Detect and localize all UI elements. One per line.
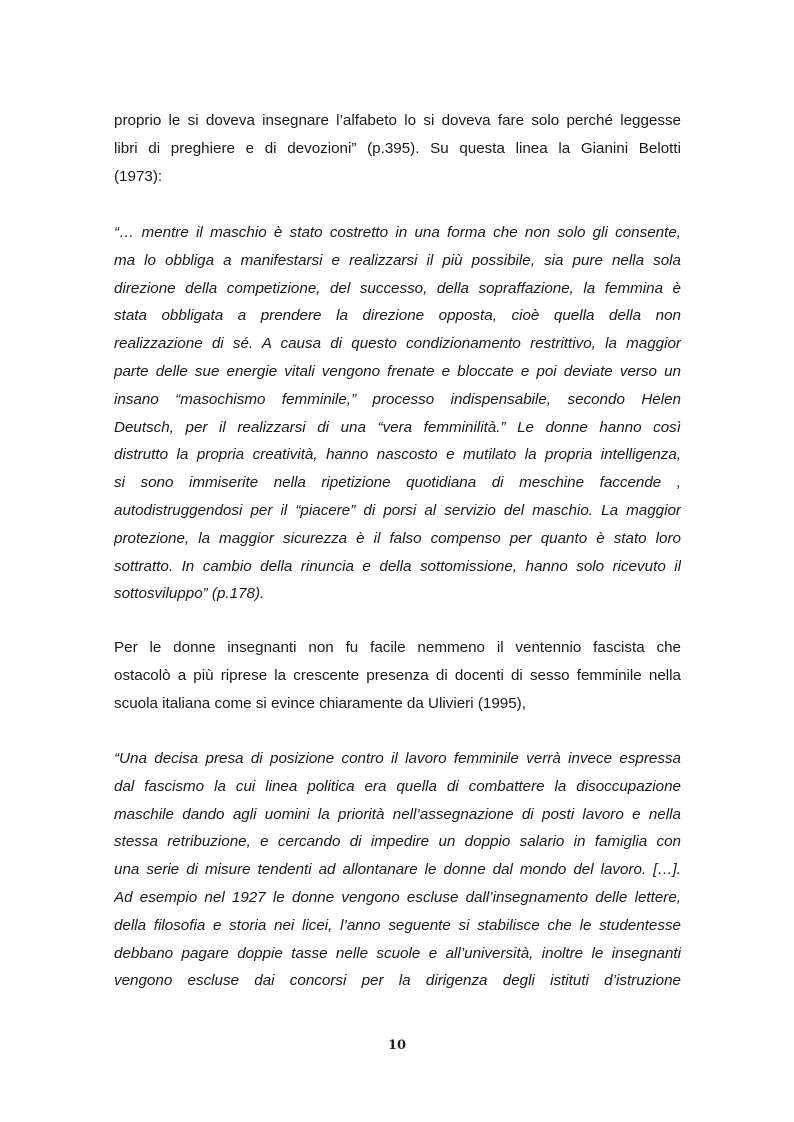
text-line: scuola italiana come si evince chiaramente da Ulivieri (1995), — [114, 694, 526, 712]
block-quote-1 — [114, 219, 681, 608]
paragraph-2 — [114, 634, 681, 717]
quote-line: ma lo obbliga a manifestarsi e realizzarsi il più possibile, sia pure nella sola — [114, 251, 681, 269]
paragraph-1 — [114, 107, 681, 190]
quote-line: Deutsch, per il realizzarsi di una “vera femminilità.” Le donne hanno così — [114, 418, 681, 436]
quote-line: sottratto. In cambio della rinuncia e della sottomissione, hanno solo ricevuto il — [114, 557, 681, 575]
quote-line: stata obbligata a prendere la direzione opposta, cioè quella della non — [114, 307, 681, 325]
quote-line: parte delle sue energie vitali vengono frenate e bloccate e poi deviate verso un — [114, 362, 681, 380]
quote-line: realizzazione di sé. A causa di questo condizionamento restrittivo, la maggior — [114, 335, 681, 353]
quote-line: Ad esempio nel 1927 le donne vengono escluse dall’insegnamento delle lettere, — [114, 888, 681, 906]
quote-line: debbano pagare doppie tasse nelle scuole e all’università, inoltre le insegnanti — [114, 944, 681, 962]
quote-line: dal fascismo la cui linea politica era quella di combattere la disoccupazione — [114, 777, 681, 795]
quote-line: vengono escluse dai concorsi per la dirigenza degli istituti d’istruzione — [114, 972, 681, 990]
quote-line: una serie di misure tendenti ad allontanare le donne dal mondo del lavoro. […]. — [114, 861, 681, 879]
quote-line: insano “masochismo femminile,” processo indispensabile, secondo Helen — [114, 390, 681, 408]
quote-line: maschile dando agli uomini la priorità nell’assegnazione di posti lavoro e nella — [114, 805, 681, 823]
quote-line: sottosviluppo” (p.178). — [114, 585, 265, 603]
page-number: 10 — [387, 1038, 407, 1053]
text-line: (1973): — [114, 167, 163, 185]
quote-line: stessa retribuzione, e cercando di impedire un doppio salario in famiglia con — [114, 833, 681, 851]
quote-line: distrutto la propria creatività, hanno nascosto e mutilato la propria intelligenza, — [114, 446, 681, 464]
text-line: Per le donne insegnanti non fu facile nemmeno il ventennio fascista che — [114, 639, 681, 656]
quote-line: della filosofia e storia nei licei, l’anno seguente si stabilisce che le studentesse — [114, 916, 681, 934]
text-line: proprio le si doveva insegnare l’alfabeto lo si doveva fare solo perché leggesse — [114, 112, 681, 129]
text-line: libri di preghiere e di devozioni” (p.395). Su questa linea la Gianini Belotti — [114, 139, 681, 157]
block-quote-2 — [114, 745, 681, 995]
quote-line: direzione della competizione, del successo, della sopraffazione, la femmina è — [114, 279, 681, 297]
quote-line: si sono immiserite nella ripetizione quotidiana di meschine faccende , — [114, 474, 681, 492]
quote-line: protezione, la maggior sicurezza è il falso compenso per quanto è stato loro — [114, 529, 681, 547]
quote-line: “Una decisa presa di posizione contro il lavoro femminile verrà invece espressa — [114, 750, 681, 767]
text-line: ostacolò a più riprese la crescente presenza di docenti di sesso femminile nella — [114, 666, 681, 684]
quote-line: autodistruggendosi per il “piacere” di porsi al servizio del maschio. La maggior — [114, 501, 681, 519]
quote-line: “… mentre il maschio è stato costretto in una forma che non solo gli consente, — [114, 224, 681, 241]
